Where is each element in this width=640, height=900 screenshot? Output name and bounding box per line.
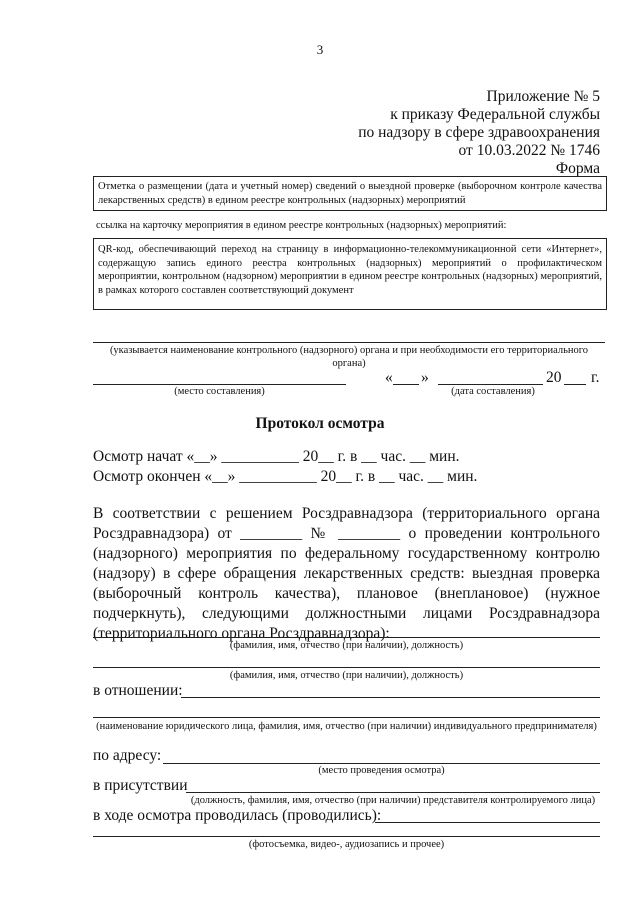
- page-number: 3: [316, 42, 324, 57]
- date-day-line[interactable]: [393, 384, 419, 385]
- fio-caption-2: (фамилия, имя, отчество (при наличии), должность): [229, 670, 464, 681]
- registry-note-text: Отметка о размещении (дата и учетный номер) сведений о выездной проверке (выборочном контроле качества лекарственных средств) в едином реестре контрольных (надзорных) мероприятий: [98, 181, 602, 206]
- appendix-line: по надзору в сфере здравоохранения: [358, 124, 600, 141]
- inspection-end-line: Осмотр окончен «__» __________ 20__ г. в __ час. __ мин.: [93, 468, 478, 485]
- fio-caption-1: (фамилия, имя, отчество (при наличии), должность): [229, 640, 464, 651]
- media-caption: (фотосъемка, видео-, аудиозапись и прочее): [248, 839, 445, 850]
- address-label: по адресу:: [93, 747, 162, 764]
- decision-paragraph: В соответствии с решением Росздравнадзора (территориального органа Росздравнадзора) от ________ № ________ о проведении контрольного (надзорного) мероприятия по федеральному государственному контролю (надзору) в сфере обращения лекарственных средств: выездная проверка (выборочный контроль качества), плановое (внеплановое) (нужное подчеркнуть), следующими должностными лицами Росздравнадзора (территориального органа Росздравнадзора):: [93, 505, 600, 642]
- date-open-quote: «: [385, 369, 393, 386]
- date-year-suffix: г.: [591, 369, 600, 386]
- during-line[interactable]: [375, 822, 600, 823]
- registry-link-label: ссылка на карточку мероприятия в едином реестре контрольных (надзорных) мероприятий:: [96, 220, 507, 231]
- fio-line-1[interactable]: [93, 637, 600, 638]
- appendix-line: от 10.03.2022 № 1746: [458, 142, 600, 159]
- regarding-line[interactable]: [181, 697, 600, 698]
- during-label: в ходе осмотра проводилась (проводились):: [93, 807, 382, 824]
- appendix-line: к приказу Федеральной службы: [390, 106, 600, 123]
- date-caption: (дата составления): [451, 386, 535, 397]
- date-year: 20: [546, 369, 562, 386]
- place-caption: (место составления): [174, 386, 265, 397]
- regarding-label: в отношении:: [93, 682, 183, 699]
- media-line[interactable]: [93, 836, 600, 837]
- entity-caption: (наименование юридического лица, фамилия, имя, отчество (при наличии) индивидуального предпринимателя): [96, 721, 597, 732]
- qr-code-box: [93, 238, 607, 310]
- document-title: Протокол осмотра: [255, 415, 385, 432]
- qr-code-text: QR-код, обеспечивающий переход на страницу в информационно-телекоммуникационной сети «Интернет», содержащую запись единого реестра контрольных (надзорных) мероприятий о профилактическом мероприятии, контрольном (надзорном) мероприятии в едином реестре контрольных (надзорных) мероприятий, в рамках которого составлен соответствующий документ: [98, 244, 602, 296]
- inspection-start-line: Осмотр начат «__» __________ 20__ г. в __ час. __ мин.: [93, 448, 460, 465]
- presence-line[interactable]: [186, 792, 600, 793]
- organ-caption: (указывается наименование контрольного (надзорного) органа и при необходимости его территориального органа): [109, 345, 589, 369]
- date-year-line[interactable]: [564, 384, 586, 385]
- presence-label: в присутствии: [93, 777, 188, 794]
- appendix-line: Приложение № 5: [486, 88, 600, 105]
- date-close-quote: »: [421, 369, 429, 386]
- appendix-header: [358, 88, 600, 178]
- organ-line: [93, 342, 605, 343]
- entity-line[interactable]: [93, 717, 600, 718]
- appendix-line: Форма: [555, 160, 600, 177]
- registry-note-box: [93, 176, 607, 211]
- fio-line-2[interactable]: [93, 667, 600, 668]
- presence-caption: (должность, фамилия, имя, отчество (при наличии) представителя контролируемого лица): [190, 795, 596, 806]
- address-caption: (место проведения осмотра): [318, 765, 445, 776]
